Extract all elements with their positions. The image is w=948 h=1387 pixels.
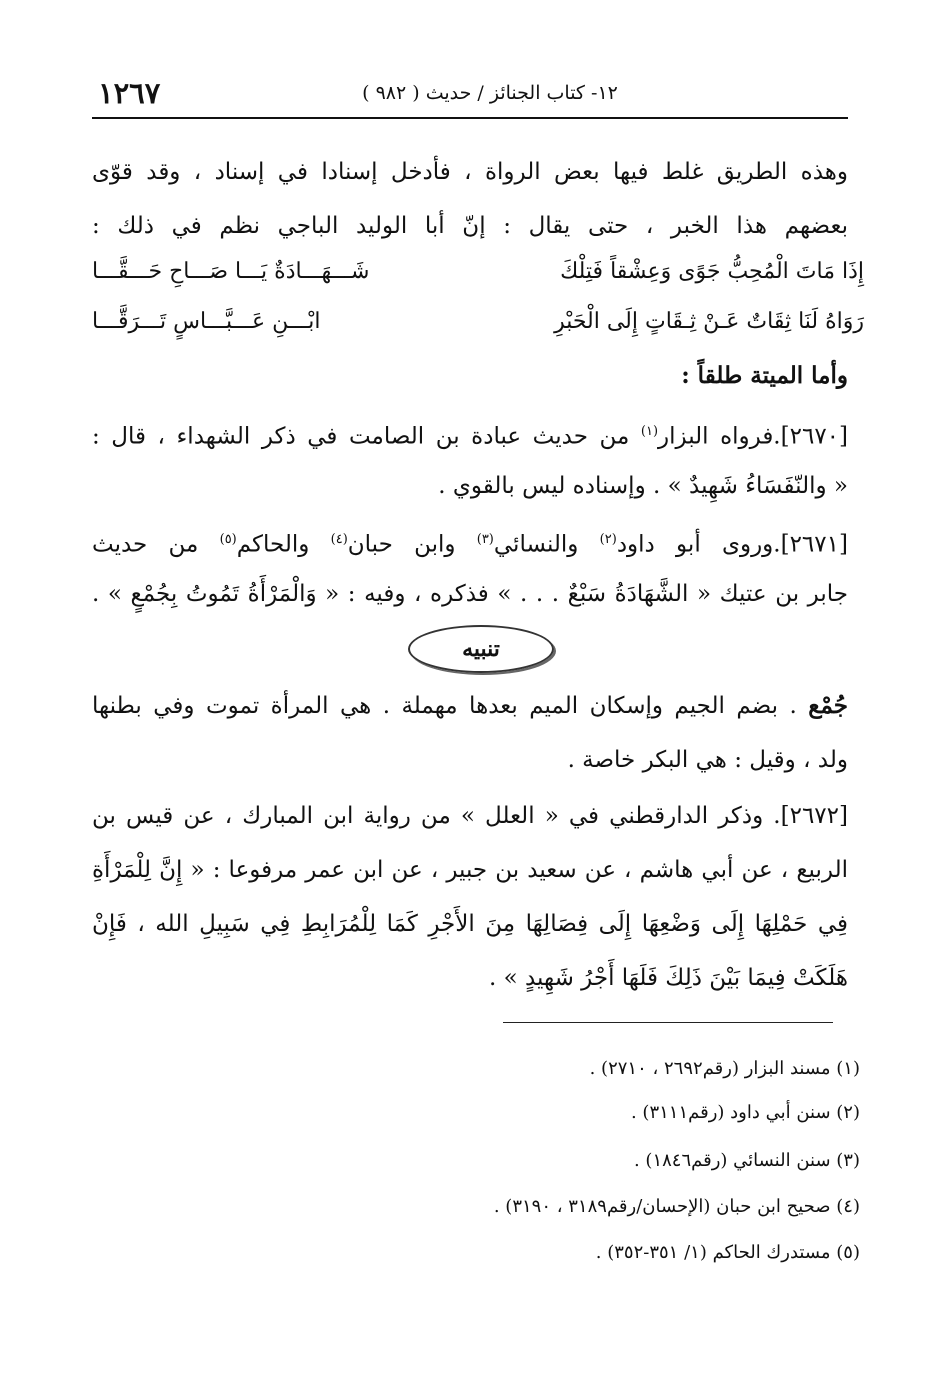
body-line-2: بعضهم هذا الخبر ، حتى يقال : إنّ أبا الوليد الباجي نظم في ذلك : [92, 213, 848, 239]
jum-term: جُمْع [808, 692, 848, 719]
poem-verse-1-second-hemistich: شَـــهَـــادَةٌ يَـــا صَـــاحِ حَـــقَّـــا [92, 259, 370, 284]
running-title: ١٢- كتاب الجنائز / حديث ( ٩٨٢ ) [362, 82, 618, 104]
page-number: ١٢٦٧ [98, 76, 161, 110]
footnote-ref-3[interactable]: (٣) [476, 532, 494, 547]
hadith-2672-line-4: هَلَكَتْ فِيمَا بَيْنَ ذَلِكَ فَلَهَا أَجْرُ شَهِيدٍ » . [488, 965, 848, 991]
tanbih-label: تنبيه [462, 636, 500, 662]
footnote-2: (٢) سنن أبي داود (رقم٣١١١) . [630, 1102, 860, 1123]
hadith-2670-line-2: « والنّفَسَاءُ شَهِيدٌ » . وإسناده ليس بالقوي . [438, 473, 848, 499]
hadith-2670-line-1 [92, 412, 848, 457]
footnote-rule [503, 1022, 833, 1023]
hadith-2672-line-2: الربيع ، عن أبي هاشم ، عن سعيد بن جبير ، عن ابن عمر مرفوعا : « إِنَّ لِلْمَرْأَةِ [92, 857, 848, 883]
hadith-2671-tail: من حديث [92, 531, 220, 558]
footnote-4: (٤) صحيح ابن حبان (الإحسان/رقم٣١٨٩ ، ٣١٩٠) . [493, 1196, 860, 1217]
poem-verse-2-first-hemistich: رَوَاهُ لَنَا ثِقَاتٌ عَـنْ ثِـقَاتٍ إِلَى الْحَبْرِ [554, 309, 864, 334]
hadith-2671-nasai: والنسائي [493, 531, 600, 558]
hadith-2672-line-3: فِي حَمْلِهَا إِلَى وَضْعِهَا إِلَى فِصَالِهَا مِنَ الأَجْرِ كَمَا لِلْمُرَابِطِ فِي سَبِيلِ الله ، فَإِنْ [92, 911, 848, 937]
footnote-1: (١) مسند البزار (رقم٢٦٩٢ ، ٢٧١٠) . [589, 1058, 860, 1079]
poem-verse-2 [92, 302, 864, 342]
hadith-2672-line-1: [٢٦٧٢]. وذكر الدارقطني في « العلل » من رواية ابن المبارك ، عن قيس بن [92, 803, 848, 829]
jum-line-1 [92, 686, 848, 726]
hadith-2670-number: [٢٦٧٠].فرواه البزار [658, 423, 849, 450]
jum-line-2: ولد ، وقيل : هي البكر خاصة . [567, 747, 848, 773]
hadith-2670-text: من حديث عبادة بن الصامت في ذكر الشهداء ، قال : [92, 423, 641, 450]
jum-definition: . بضم الجيم وإسكان الميم بعدها مهملة . هي المرأة تموت وفي بطنها [92, 693, 797, 719]
footnote-ref-1[interactable]: (١) [640, 424, 659, 439]
poem-verse-1-first-hemistich: إِذَا مَاتَ الْمُحِبُّ جَوًى وَعِشْقاً فَتِلْكَ [560, 259, 864, 284]
footnote-5: (٥) مستدرك الحاكم (١/ ٣٥١-٣٥٢) . [595, 1242, 860, 1263]
footnote-3: (٣) سنن النسائي (رقم١٨٤٦) . [633, 1150, 860, 1171]
body-line-1: وهذه الطريق غلط فيها بعض الرواة ، فأدخل إسنادا في إسناد ، وقد قوّى [92, 159, 848, 185]
hadith-2671-line-1 [92, 520, 848, 565]
hadith-2671-hakim: والحاكم [236, 531, 331, 558]
poem-verse-2-second-hemistich: ابْـــنِ عَـــبَّـــاسٍ تَـــرَقَّـــا [92, 309, 321, 334]
header-rule [92, 117, 848, 119]
tanbih-badge [408, 625, 554, 673]
poem-verse-1 [92, 252, 864, 292]
footnote-ref-5[interactable]: (٥) [219, 532, 237, 547]
hadith-2671-number: [٢٦٧١].وروى أبو داود [616, 531, 848, 558]
footnote-ref-2[interactable]: (٢) [599, 532, 617, 547]
hadith-2671-hibban: وابن حبان [347, 531, 477, 558]
section-heading-mayta: وأما الميتة طلقاً : [681, 362, 848, 389]
hadith-2671-line-2: جابر بن عتيك « الشَّهَادَةُ سَبْعٌ . . . » فذكره ، وفيه : « وَالْمَرْأَةُ تَمُوتُ بِجُمْعٍ » . [92, 581, 848, 607]
footnote-ref-4[interactable]: (٤) [330, 532, 348, 547]
